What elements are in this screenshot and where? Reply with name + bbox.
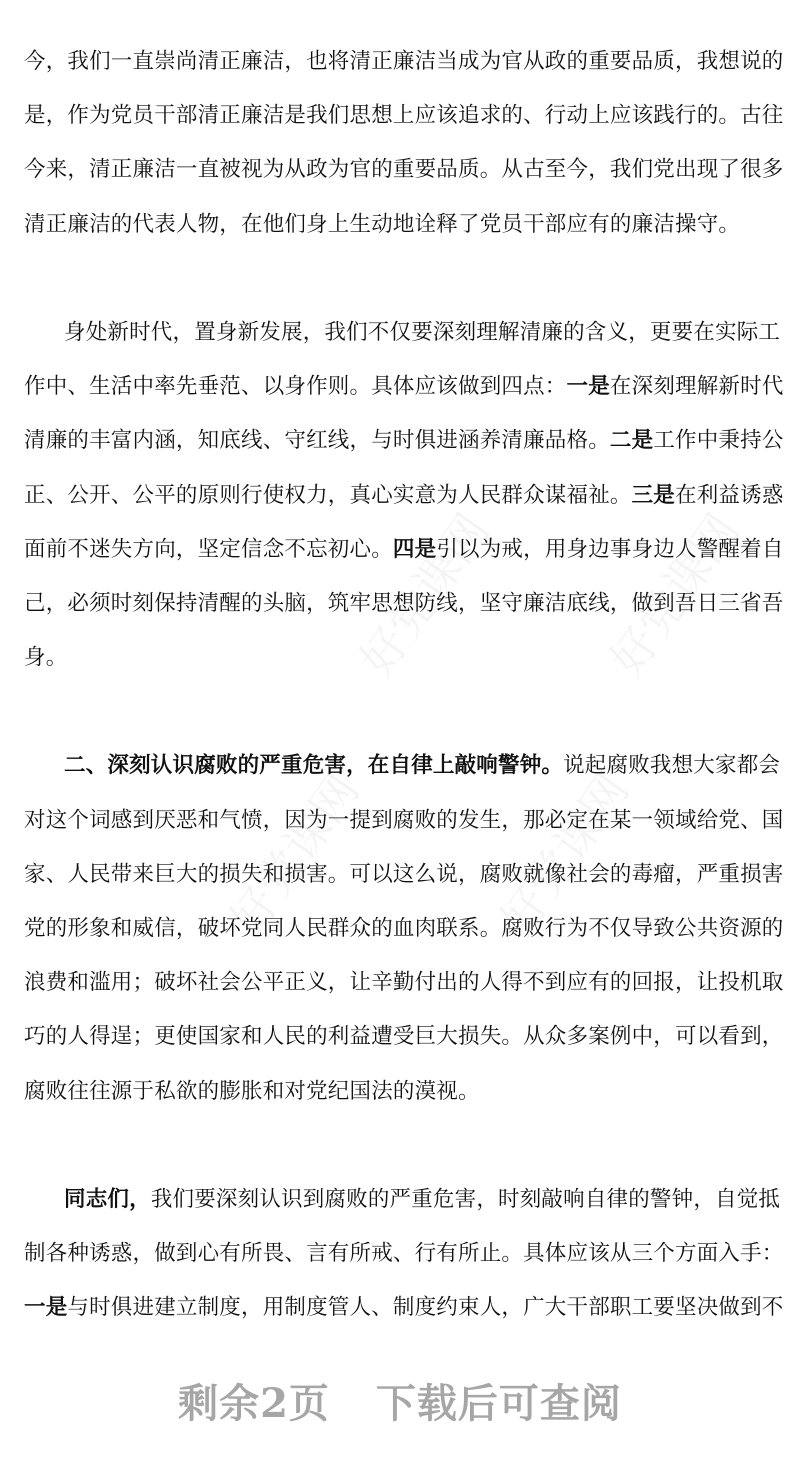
text: 是，作为党员干部清正廉洁是我们思想上应该追求的、行动上应该践行的。古往 [24, 103, 784, 129]
text-line [24, 1065, 778, 1119]
text: 面前不迷失方向，坚定信念不忘初心。 [24, 536, 393, 562]
text: 在利益诱惑 [675, 482, 784, 508]
text-line [24, 414, 784, 468]
text: 今，我们一直崇尚清正廉洁，也将清正廉洁当成为官从政的重要品质，我想说的 [24, 49, 784, 74]
text-line [24, 360, 784, 414]
text-line [24, 89, 784, 143]
remaining-pages-label: 剩余2页 [178, 1380, 330, 1427]
text-line [24, 306, 781, 360]
text: 浪费和滥用；破坏社会公平正义，让辛勤付出的人得不到应有的回报，让投机取 [24, 970, 784, 996]
text: 清正廉洁的代表人物，在他们身上生动地诠释了党员干部应有的廉洁操守。 [24, 211, 741, 237]
remaining-pages-banner[interactable] [0, 1372, 800, 1429]
text-line [24, 198, 778, 252]
paragraph-gap [24, 685, 778, 739]
text: 引以为戒，用身边事身边人警醒着自 [436, 536, 784, 562]
text-line [24, 739, 781, 793]
text-line [24, 143, 784, 197]
bold-text: 三是 [631, 482, 676, 508]
text: 党的形象和威信，破坏党同人民群众的血肉联系。腐败行为不仅导致公共资源的 [24, 916, 784, 941]
paragraph [24, 739, 784, 1118]
text-line [24, 1227, 784, 1281]
bold-text: 四是 [392, 536, 437, 562]
text: 正、公开、公平的原则行使权力，真心实意为人民群众谋福祉。 [24, 482, 632, 508]
text: 身。 [24, 645, 68, 671]
bold-text: 同志们， [64, 1186, 151, 1212]
text: 身处新时代，置身新发展，我们不仅要深刻理解清廉的含义，更要在实际工 [64, 319, 781, 345]
text-line [24, 1281, 784, 1335]
bold-text: 二是 [609, 428, 654, 454]
text: 清廉的丰富内涵，知底线、守红线，与时俱进涵养清廉品格。 [24, 428, 610, 454]
text-line [24, 631, 778, 685]
text: 今来，清正廉洁一直被视为从政为官的重要品质。从古至今，我们党出现了很多 [24, 157, 784, 183]
text: 腐败往往源于私欲的膨胀和对党纪国法的漠视。 [24, 1078, 480, 1104]
text: 说起腐败我想大家都会 [563, 753, 781, 779]
text: 制各种诱惑，做到心有所畏、言有所戒、行有所止。具体应该从三个方面入手： [24, 1241, 784, 1267]
text: 己，必须时刻保持清醒的头脑，筑牢思想防线，坚守廉洁底线，做到吾日三省吾 [24, 590, 784, 616]
document-body [24, 35, 784, 1336]
paragraph-gap [24, 252, 778, 306]
text-line [24, 902, 784, 956]
text-line [24, 848, 784, 902]
paragraph [24, 306, 784, 685]
text-line [24, 1010, 784, 1064]
text-line [24, 523, 784, 577]
text: 我们要深刻认识到腐败的严重危害，时刻敲响自律的警钟，自觉抵 [150, 1186, 781, 1212]
text: 工作中秉持公 [653, 428, 784, 454]
text: 家、人民带来巨大的损失和损害。可以这么说，腐败就像社会的毒瘤，严重损害 [24, 861, 784, 887]
download-hint-label: 下载后可查阅 [375, 1380, 622, 1427]
bold-text: 一是 [566, 374, 610, 400]
text-line [24, 577, 784, 631]
text: 在深刻理解新时代 [609, 374, 784, 400]
text: 与时俱进建立制度，用制度管人、制度约束人，广大干部职工要坚决做到不 [67, 1295, 784, 1321]
text-line [24, 1173, 781, 1227]
text-line [24, 794, 784, 848]
text: 对这个词感到厌恶和气愤，因为一提到腐败的发生，那必定在某一领域给党、国 [24, 807, 784, 833]
text-line [24, 35, 784, 89]
text: 巧的人得逞；更使国家和人民的利益遭受巨大损失。从众多案例中，可以看到， [24, 1024, 784, 1050]
paragraph-gap [24, 1119, 778, 1173]
paragraph [24, 1173, 784, 1336]
paragraph [24, 35, 784, 252]
text-line [24, 956, 784, 1010]
text-line [24, 469, 784, 523]
text: 作中、生活中率先垂范、以身作则。具体应该做到四点： [24, 374, 567, 400]
bold-text: 一是 [24, 1295, 68, 1321]
bold-text: 二、深刻认识腐败的严重危害，在自律上敲响警钟。 [64, 753, 564, 779]
